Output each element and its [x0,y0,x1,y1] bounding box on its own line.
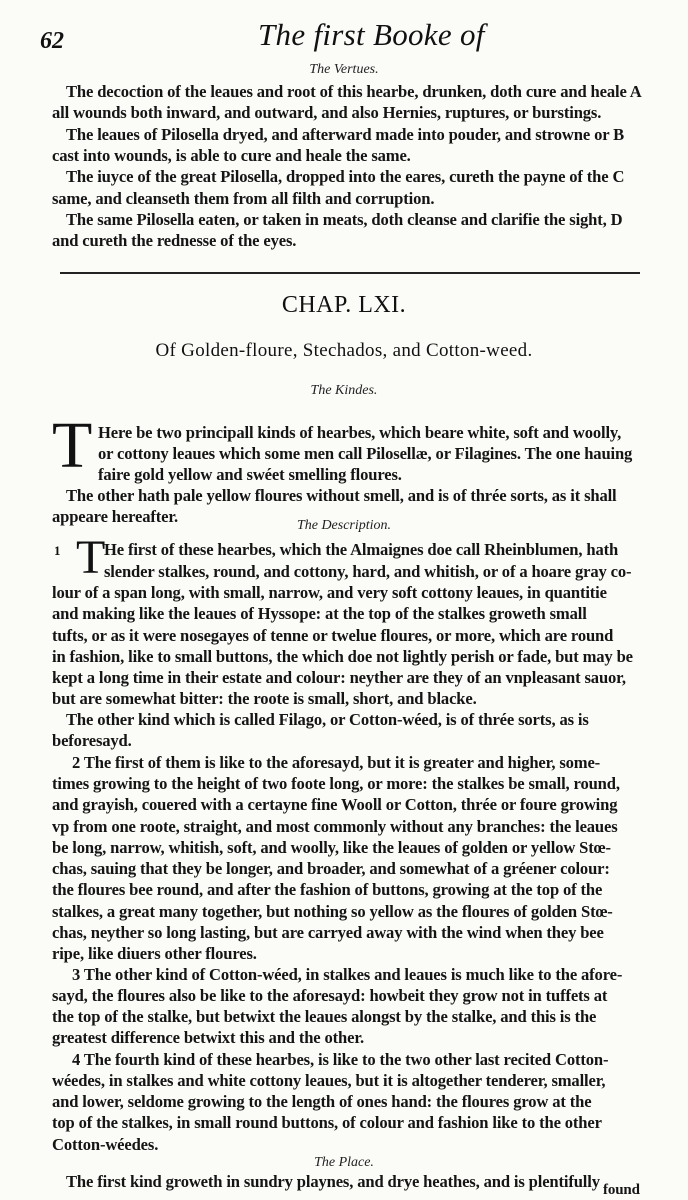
drop-cap-initial: T [76,531,106,584]
text-line: chas, neyther so long lasting, but are carryed away with the wind when they bee [52,923,604,942]
text-line: 2 The first of them is like to the aforesayd, but it is greater and higher, some- [72,753,601,772]
text-line: and grayish, couered with a certayne fine Wooll or Cotton, thrée or foure growing [52,795,618,814]
section-heading-place: The Place. [314,1155,374,1170]
text-line: in fashion, like to small buttons, the which doe not lightly perish or fade, but may be [52,647,633,666]
text-line: tufts, or as it were nosegayes of tenne or twelue floures, or more, which are round [52,626,614,645]
text-line: The decoction of the leaues and root of this hearbe, drunken, doth cure and heale A [66,82,642,101]
text-line: greatest difference betwixt this and the other. [52,1028,365,1047]
text-line: beforesayd. [52,731,132,750]
text-line: kept a long time in their estate and colour: neyther are they of an vnpleasant sauor, [52,668,626,687]
text-line: or cottony leaues which some men call Pilosellæ, or Filagines. The one hauing [98,444,633,463]
text-line: The same Pilosella eaten, or taken in meats, doth cleanse and clarifie the sight, D [66,210,623,229]
text-line: but are somewhat bitter: the roote is small, short, and blacke. [52,689,477,708]
text-line: He first of these hearbes, which the Almaignes doe call Rheinblumen, hath [104,540,619,559]
marginal-number: 1 [54,543,61,558]
text-line: wéedes, in stalkes and white cottony leaues, but it is altogether tenderer, smaller, [52,1071,606,1090]
text-line: and cureth the rednesse of the eyes. [52,231,297,250]
text-line: The first kind groweth in sundry playnes, and drye heathes, and is plentifully [66,1172,600,1191]
text-line: and making like the leaues of Hyssope: at the top of the stalkes groweth small [52,604,587,623]
text-line: slender stalkes, round, and cottony, hard, and whitish, or of a hoare gray co- [104,562,632,581]
section-heading-kindes: The Kindes. [310,383,378,398]
running-title: The first Booke of [258,17,485,52]
text-line: the top of the stalke, but betwixt the leaues alongst by the stalke, and this is the [52,1007,597,1026]
section-divider [60,272,640,274]
catchword: found [603,1182,640,1198]
text-line: and lower, seldome growing to the length of ones hand: the floures grow at the [52,1092,592,1111]
text-line: The other hath pale yellow floures without smell, and is of thrée sorts, as it shall [66,486,617,505]
text-line: stalkes, a great many together, but nothing so yellow as the floures of golden Stœ- [52,902,613,921]
text-line: chas, sauing that they be longer, and broader, and somewhat of a gréener colour: [52,859,610,878]
drop-cap-initial: T [52,409,93,482]
text-line: be long, narrow, whitish, soft, and woolly, like the leaues of golden or yellow Stœ- [52,838,611,857]
text-line: the floures bee round, and after the fashion of buttons, growing at the top of the [52,880,603,899]
text-line: The iuyce of the great Pilosella, dropped into the eares, cureth the payne of the C [66,167,625,186]
text-line: times growing to the height of two foote long, or more: the stalkes be small, round, [52,774,620,793]
text-line: 3 The other kind of Cotton-wéed, in stalkes and leaues is much like to the afore- [72,965,623,984]
text-line: all wounds both inward, and outward, and also Hernies, ruptures, or burstings. [52,103,602,122]
text-line: vp from one roote, straight, and most commonly without any branches: the leaues [52,817,618,836]
text-line: The other kind which is called Filago, or Cotton-wéed, is of thrée sorts, as is [66,710,589,729]
text-line: The leaues of Pilosella dryed, and afterward made into pouder, and strowne or B [66,125,625,144]
chapter-subtitle: Of Golden-floure, Stechados, and Cotton-weed. [155,340,533,361]
text-line: lour of a span long, with small, narrow, and very soft cottony leaues, in quantitie [52,583,607,602]
text-line: cast into wounds, is able to cure and heale the same. [52,146,411,165]
text-line: Cotton-wéedes. [52,1135,159,1154]
text-line: faire gold yellow and swéet smelling floures. [98,465,402,484]
section-heading-description: The Description. [296,518,392,533]
page-number: 62 [40,28,64,54]
text-line: 4 The fourth kind of these hearbes, is like to the two other last recited Cotton- [72,1050,609,1069]
text-line: same, and cleanseth them from all filth and corruption. [52,189,435,208]
text-line: ripe, like diuers other floures. [52,944,257,963]
text-line: Here be two principall kinds of hearbes, which beare white, soft and woolly, [98,423,622,442]
section-heading-vertues: The Vertues. [309,62,379,77]
text-line: top of the stalkes, in small round buttons, of colour and fashion like to the other [52,1113,602,1132]
text-line: sayd, the floures also be like to the aforesayd: howbeit they grow not in tuffets at [52,986,608,1005]
text-line: appeare hereafter. [52,507,179,526]
chapter-title: CHAP. LXI. [281,292,407,318]
